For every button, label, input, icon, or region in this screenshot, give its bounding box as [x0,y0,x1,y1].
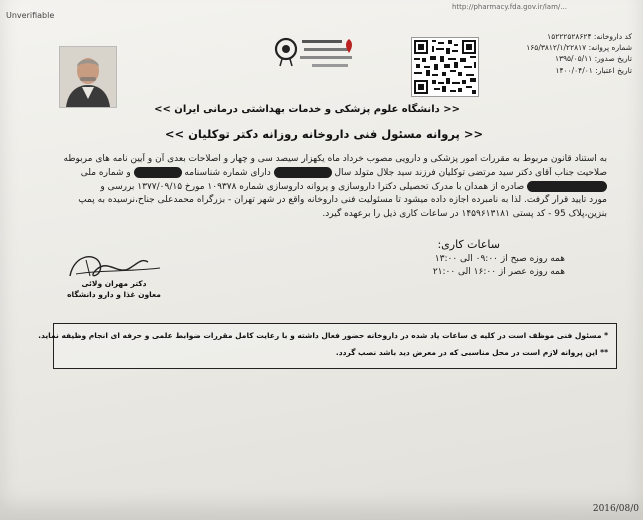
meta-pharmacy-code: کد داروخانه: ۱۵۲۲۲۵۲۸۶۲۴ [547,32,632,41]
signatory-name: دکتر مهران ولائی [81,279,147,288]
holder-photo [59,46,117,108]
license-body [40,153,607,222]
source-url: http://pharmacy.fda.gov.ir/lam/... [452,3,567,11]
redacted-id-number [134,167,182,178]
body-line-4: مورد تایید قرار گرفت. لذا به نامبرده اجازه داده میشود تا مسئولیت فنی داروخانه واقع در شهر تهران - بزرگراه محمدعلی جناح،نرسیده به پمپ [78,195,607,206]
working-hours-schedule [395,253,565,279]
meta-issue-date: تاریخ صدور: ۱۳۹۵/۰۵/۱۱ [554,54,632,64]
note-display: ** این پروانه لازم است در محل مناسبی که در معرض دید باشد نصب گردد. [335,348,608,357]
note-presence: * مسئول فنی موظف است در کلیه ی ساعات یاد شده در داروخانه حضور فعال داشته و با رعایت کامل مقررات ضوابط علمی و حرفه ای انجام وظیفه نماید. [38,331,608,340]
university-title: << دانشگاه علوم پزشکی و خدمات بهداشتی درمانی ایران >> [154,104,460,115]
license-title: << پروانه مسئول فنی داروخانه روزانه دکتر توکلیان >> [164,127,484,141]
body-line-2: صلاحیت جناب آقای دکتر سید مرتضی توکلیان فرزند سید جلال متولد سال دارای شماره شناسنامه و شماره ملی [80,167,607,178]
body-line-1: به استناد قانون مربوط به مقررات امور پزشکی و دارویی مصوب خرداد ماه یکهزار سیصد سی و چهار و اصلاحات بعدی آن و آیین نامه های مربوطه [63,154,607,164]
redacted-national-id [527,181,607,192]
date-stamp: 2016/08/0 [592,504,639,514]
meta-expiry-date: تاریخ اعتبار: ۱۴۰۰/۰۴/۰۱ [555,65,632,75]
signatory-role: معاون غذا و دارو دانشگاه [67,290,161,299]
meta-license-number: شماره پروانه: ۱۶۵/۳۸۱۲/۱/۲۲۸۱۷ [526,43,632,53]
body-line-5: بنزین،پلاک 95 - کد پستی ۱۴۵۹۶۱۳۱۸۱ در ساعات کاری ذیل را برعهده گیرد. [322,209,607,220]
license-meta [486,31,632,76]
evening-hours: همه روزه عصر از ۱۶:۰۰ الی ۲۱:۰۰ [432,267,565,277]
working-hours-title: ساعات کاری: [437,238,500,251]
emblem-icon [343,38,355,54]
notes-box [38,323,617,369]
signatory [58,278,170,300]
unverifiable-label: Unverifiable [6,11,55,20]
qr-code-icon [411,37,479,97]
morning-hours: همه روزه صبح از ۰۹:۰۰ الی ۱۳:۰۰ [434,254,565,264]
redacted-birth-year [274,167,332,178]
body-line-3: صادره از همدان با مدرک تحصیلی دکترا داروسازی و پروانه داروسازی شماره ۱۰۹۳۷۸ مورخ ۱۳۷۷/۰۹/۱۵ بررسی و [40,181,607,195]
